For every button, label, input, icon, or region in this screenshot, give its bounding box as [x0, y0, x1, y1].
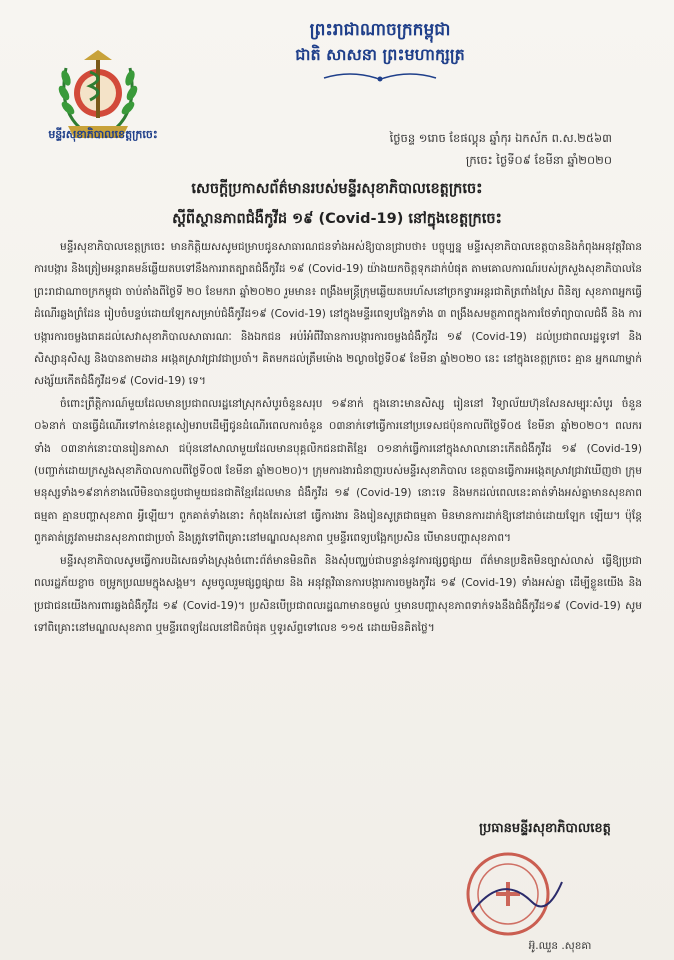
- department-name: មន្ទីរសុខាភិបាលខេត្តក្រចេះ: [48, 128, 158, 141]
- paragraph-3: មន្ទីរសុខាភិបាលសូមធ្វើការបដិសេធទាំងស្រុងចំពោះព័ត៌មានមិនពិត និងសុំបញ្ឈប់ជាបន្ទាន់នូវការផ្សព្វផ្សាយ ព័ត៌មានប្រឌិតមិនច្បាស់លាស់ ធ្វើឱ្យប្រជាពលរដ្ឋភ័យខ្លាច ចម្រូកប្រឈមក្នុងសង្គម។ សូមចូលរួមផ្សព្វផ្សាយ និង អនុវត្តវិធានការបង្ការការចម្លងកូវីដ ១៩ (Covid-19) ទាំងអស់គ្នា ដើម្បីខ្លួនយើង និង ប្រជាជនយើងការពារឆ្លងជំងឺកូវីដ ១៩ (Covid-19)។ ប្រសិនបើប្រជាពលរដ្ឋណាមានចម្ងល់ ឬមានបញ្ហាសុខភាពទាក់ទងនឹងជំងឺកូវីដ១៩ (Covid-19) សូម ទៅពិគ្រោះនៅមណ្ឌលសុខភាព ឬមន្ទីរពេទ្យដែលនៅជិតបំផុត ឬទូរស័ព្ទទៅលេខ ១១៥ ដោយមិនគិតថ្លៃ។: [34, 554, 642, 634]
- kingdom-heading: ព្រះរាជាណាចក្រកម្ពុជា: [309, 20, 451, 40]
- lunar-date: ថ្ងៃចន្ទ ១រោច ខែផល្គុន ឆ្នាំកុរ ឯកស័ក ព.ស.២៥៦៣: [389, 131, 612, 145]
- document-body: [34, 236, 642, 639]
- signatory-name: អ៊ូ.ឈួន .សុខគា: [528, 940, 592, 952]
- paragraph-1: មន្ទីរសុខាភិបាលខេត្តក្រចេះ មានកិត្តិយសសូមជម្រាបជូនសាធារណជនទាំងអស់ឱ្យបានជ្រាបថា៖ បច្ចុប្បន្ន មន្ទីរសុខាភិបាលខេត្តបាននិងកំពុងអនុវត្តវិធានការបង្ការ និងត្រៀមអន្តរាគមន៍ឆ្លើយតបទៅនឹងការរាតត្បាតជំងឺកូវីដ ១៩ (Covid-19) យ៉ាងយកចិត្តទុកដាក់បំផុត តាមគោលការណ៍របស់ក្រសួងសុខាភិបាលនៃព្រះរាជាណាចក្រកម្ពុជា ចាប់តាំងពីថ្ងៃទី ២០ ខែមករា ឆ្នាំ២០២០ រួមមាន៖ ពង្រឹងមន្ត្រីក្រុមឆ្លើយតបរហ័សនៅច្រកទ្វារអន្តរជាតិត្រពាំងស្រែ ពិនិត្យ សុខភាពអ្នកធ្វើដំណើរឆ្លងព្រំដែន រៀបចំបន្ទប់ដោយឡែកសម្រាប់ជំងឺកូវីដ១៩ (Covid-19) នៅក្នុងមន្ទីរពេទ្យបង្អែកទាំង ៣ ពង្រឹងសមត្ថភាពក្នុងការថែទាំព្យាបាលជំងឺ និង ការបង្ការការចម្លងរោគដល់សេវាសុខាភិបាលសាធារណៈ និងឯកជន អប់រំអំពីវិធានការបង្ការការចម្លងជំងឺកូវីដ ១៩ (Covid-19) ដល់ប្រជាពលរដ្ឋទូទៅ និងសិស្សានុសិស្ស និងបានតាមដាន អង្កេតស្រាវជ្រាវជាប្រចាំ។ គិតមកដល់ត្រឹមម៉ោង ២ល្ងាចថ្ងៃទី០៩ ខែមីនា ឆ្នាំ២០២០ នេះ នៅក្នុងខេត្តក្រចេះ គ្មាន អ្នកណាម្នាក់សង្ស័យកើតជំងឺកូវីដ១៩ (Covid-19) ទេ។: [34, 241, 642, 388]
- national-motto: ជាតិ សាសនា ព្រះមហាក្សត្រ: [295, 45, 465, 64]
- official-stamp-icon: [452, 842, 572, 942]
- signatory-title: ប្រធានមន្ទីរសុខាភិបាលខេត្ត: [479, 821, 611, 836]
- paragraph-2: ចំពោះព្រឹត្តិការណ៍មួយដែលមានប្រជាពលរដ្ឋនៅស្រុកសំបូរចំនួនសរុប ១៩នាក់ ក្នុងនោះមានសិស្ស រៀននៅ វិទ្យាល័យហ៊ុនសែនសម្បុរៈសំបូរ ចំនួន ០៦នាក់ បានធ្វើដំណើរទៅកាន់ខេត្តសៀមរាបដើម្បីជូនដំណើរពេលការចំនួន ០៣នាក់ទៅធ្វើការនៅប្រទេសជប៉ុនកាលពីថ្ងៃទី០៥ ខែមីនា ឆ្នាំ២០២០។ ពលករទាំង ០៣នាក់នោះបានរៀនភាសា ជប៉ុននៅសាលាមួយដែលមានបុគ្គលិកជនជាតិខ្មែរ ០១នាក់ធ្វើការនៅក្នុងសាលានោះកើតជំងឺកូវីដ ១៩ (Covid-19) (បញ្ជាក់ដោយក្រសួងសុខាភិបាលកាលពីថ្ងៃទី០៧ ខែមីនា ឆ្នាំ២០២០)។ ក្រុមការងារជំនាញរបស់មន្ទីរសុខាភិបាល ខេត្តបានធ្វើការអង្កេតស្រាវជ្រាវឃើញថា ក្រុមមនុស្សទាំង១៩នាក់ខាងលើមិនបានជួបជាមួយជនជាតិខ្មែរដែលមាន ជំងឺកូវីដ ១៩ (Covid-19) នោះទេ និងមកដល់ពេលនេះគាត់ទាំងអស់គ្នាមានសុខភាពធម្មតា គ្មានបញ្ហាសុខភាព អ្វីឡើយ។ ពួកគាត់ទាំងនោះ កំពុងតែរស់នៅ ធ្វើការងារ និងរៀនសូត្រជាធម្មតា មិនមានការដាក់ឱ្យនៅដាច់ដោយឡែក ឡើយ។ ប៉ុន្តែពួកគាត់ត្រូវតាមដានសុខភាពជាប្រចាំ និងត្រូវទៅពិគ្រោះនៅមណ្ឌលសុខភាព ឬមន្ទីរពេទ្យបង្អែកប្រសិន បើមានបញ្ហាសុខភាព។: [34, 397, 642, 545]
- solar-date: ក្រចេះ ថ្ងៃទី០៩ ខែមីនា ឆ្នាំ២០២០: [465, 153, 612, 167]
- document-subtitle: ស្តីពីស្ថានភាពជំងឺកូវីដ ១៩ (Covid-19) នៅក្នុងខេត្តក្រចេះ: [172, 211, 502, 227]
- document-title: សេចក្តីប្រកាសព័ត៌មានរបស់មន្ទីរសុខាភិបាលខេត្តក្រចេះ: [191, 181, 483, 197]
- decorative-flourish-icon: [320, 70, 440, 86]
